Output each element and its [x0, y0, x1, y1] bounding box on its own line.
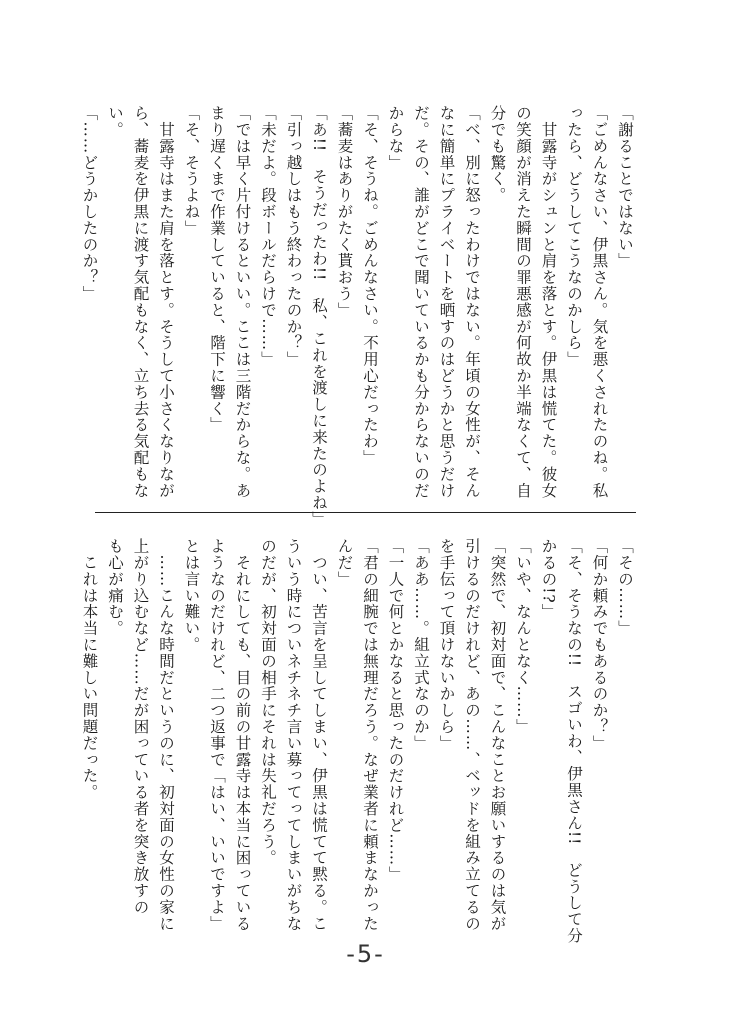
text-column: 「……どうかしたのか？」: [80, 105, 99, 302]
section-divider: [95, 512, 636, 513]
text-column: 「引っ越しはもう終わったのか？」: [284, 105, 303, 368]
text-column: なに簡単にプライベートを晒すのはどうかと思うだけ: [437, 105, 456, 499]
text-column: かるの!?」: [539, 538, 558, 620]
text-column: 上がり込むなど……だが困っている者を突き放すの: [131, 538, 150, 916]
text-column: それにしても、目の前の甘露寺は本当に困っている: [233, 538, 252, 932]
text-column: のだが、初対面の相手にそれは失礼だろう。: [259, 538, 277, 866]
text-column: 「何か頼みでもあるのか？」: [590, 538, 609, 752]
text-column: つい、苦言を呈してしまい、伊黒は慌てて黙る。こ: [310, 538, 328, 932]
text-column: 「ごめんなさい、伊黒さん。気を悪くされたのね。私: [590, 105, 609, 499]
text-column: 引けるのだけれど、あの……、ベッドを組み立てるの: [463, 538, 481, 932]
text-column: 分でも驚く。: [488, 105, 507, 204]
text-column: 「謝ることではない」: [616, 105, 634, 269]
text-column: んだ」: [335, 538, 354, 588]
text-column: 「ああ……。組立式なのか」: [412, 538, 430, 752]
text-column: まり遅くまで作業していると、階下に響く」: [208, 105, 226, 433]
text-column: とは言い難い。: [182, 538, 201, 653]
text-column: い。: [106, 105, 124, 138]
text-column: ようなのだけれど、二つ返事で「はい、いいですよ」: [208, 538, 226, 932]
text-column: 「その……」: [616, 538, 634, 637]
text-column: 甘露寺はまた肩を落とす。そうして小さくなりなが: [157, 105, 175, 499]
text-column: 「そ、そうなの!! スゴいわ、伊黒さん!! どうして分: [565, 538, 583, 944]
text-column: 「いや、なんとなく……」: [514, 538, 532, 735]
lower-text-block: [80, 538, 634, 944]
page-number: -5-: [346, 940, 385, 968]
text-column: も心が痛む。: [106, 538, 124, 637]
text-column: 甘露寺がシュンと肩を落とす。伊黒は慌てた。彼女: [539, 105, 558, 499]
text-column: 「蕎麦はありがたく貰おう」: [335, 105, 354, 319]
text-column: ういう時についネチネチ言い募ってってしまいがちな: [284, 538, 303, 932]
text-column: 「そ、そうね。ごめんなさい。不用心だったわ」: [361, 105, 379, 466]
text-column: 「突然で、初対面で、こんなことお願いするのは気が: [488, 538, 507, 932]
text-column: 「そ、そうよね」: [182, 105, 201, 237]
text-column: 「一人で何とかなると思ったのだけれど……」: [386, 538, 405, 883]
text-column: ったら、どうしてこうなのかしら」: [565, 105, 583, 368]
upper-text-block: [80, 105, 634, 528]
text-column: を手伝って頂けないかしら」: [437, 538, 456, 752]
text-column: 「未だよ。段ボールだらけで……」: [259, 105, 277, 368]
text-column: ……こんな時間だというのに、初対面の女性の家に: [157, 538, 175, 932]
text-column: 「君の細腕では無理だろう。なぜ業者に頼まなかった: [361, 538, 379, 932]
text-column: 「では早く片付けるといい。ここは三階だからな。あ: [233, 105, 252, 499]
text-column: からな」: [386, 105, 405, 171]
text-column: これは本当に難しい問題だった。: [80, 538, 99, 801]
text-column: だ。その、誰がどこで聞いているかも分からないのだ: [412, 105, 430, 499]
text-column: 「あ!! そうだったわ!! 私、これを渡しに来たのよね」: [310, 105, 328, 528]
text-column: の笑顔が消えた瞬間の罪悪感が何故か半端なくて、自: [514, 105, 532, 499]
text-column: 「べ、別に怒ったわけではない。年頃の女性が、そん: [463, 105, 481, 499]
text-column: ら、蕎麦を伊黒に渡す気配もなく、立ち去る気配もな: [131, 105, 150, 499]
